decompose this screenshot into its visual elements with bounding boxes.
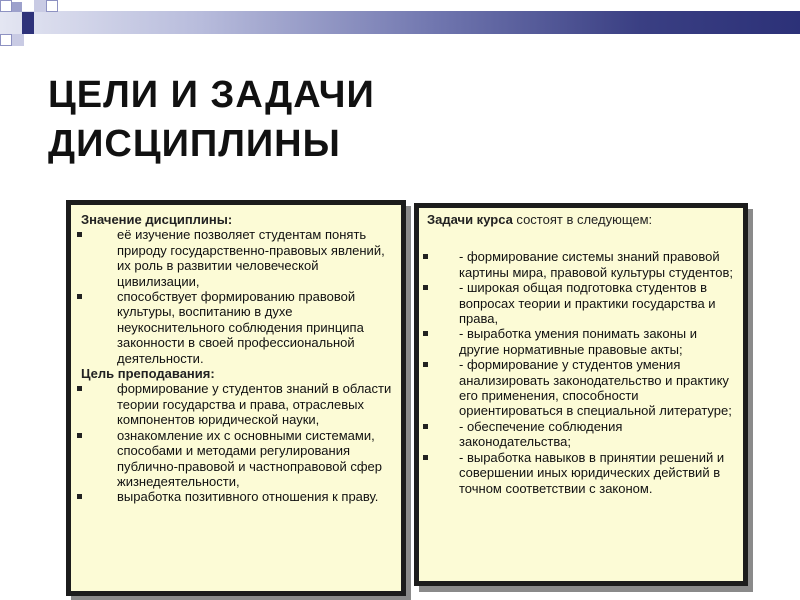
teaching-goal-list	[81, 381, 395, 504]
list-item: способствует формированию правовой культуры, воспитанию в духе неукоснительного соблюдения принципа законности в своей профессиональной деятельности.	[81, 289, 395, 366]
list-item: формирование у студентов знаний в области теории государства и права, отраслевых компонентов юридической науки,	[81, 381, 395, 427]
slide-title: ЦЕЛИ И ЗАДАЧИ ДИСЦИПЛИНЫ	[48, 74, 375, 166]
bullet-icon	[77, 294, 82, 299]
decorative-square	[22, 12, 34, 34]
decorative-square	[12, 34, 24, 46]
course-tasks-heading: Задачи курса состоят в следующем:	[427, 212, 653, 227]
list-item: - широкая общая подготовка студентов в вопросах теории и практики государства и права,	[427, 280, 737, 326]
list-item: - формирование системы знаний правовой картины мира, правовой культуры студентов;	[427, 249, 737, 280]
bullet-icon	[423, 455, 428, 460]
significance-list	[81, 227, 395, 366]
bullet-icon	[77, 494, 82, 499]
bullet-icon	[423, 254, 428, 259]
teaching-goal-heading: Цель преподавания:	[81, 366, 215, 382]
list-item: её изучение позволяет студентам понять природу государственно-правовых явлений, их роль в развитии человеческой цивилизации,	[81, 227, 395, 289]
bullet-icon	[77, 433, 82, 438]
bullet-icon	[423, 285, 428, 290]
discipline-goals-panel	[66, 200, 406, 596]
course-tasks-panel	[414, 203, 748, 586]
course-tasks-list	[427, 249, 737, 496]
list-item: - выработка навыков в принятии решений и совершении иных юридических действий в точном соответствии с законом.	[427, 450, 737, 496]
decorative-square	[0, 34, 12, 46]
list-item: - обеспечение соблюдения законодательства;	[427, 419, 737, 450]
decorative-square	[0, 0, 12, 12]
list-item: выработка позитивного отношения к праву.	[81, 489, 395, 504]
list-item: ознакомление их с основными системами, способами и методами регулирования публично-правовой и частноправовой сфер жизнедеятельности,	[81, 428, 395, 490]
decorative-header-band	[0, 11, 800, 34]
list-item: - формирование у студентов умения анализировать законодательство и практику его применения, способности ориентироваться в специальной литературе;	[427, 357, 737, 419]
bullet-icon	[423, 331, 428, 336]
bullet-icon	[77, 232, 82, 237]
decorative-square	[34, 0, 46, 12]
bullet-icon	[77, 386, 82, 391]
list-item: - выработка умения понимать законы и другие нормативные правовые акты;	[427, 326, 737, 357]
discipline-significance-heading: Значение дисциплины:	[81, 212, 233, 227]
decorative-square	[12, 2, 22, 12]
bullet-icon	[423, 362, 428, 367]
decorative-square	[46, 0, 58, 12]
bullet-icon	[423, 424, 428, 429]
